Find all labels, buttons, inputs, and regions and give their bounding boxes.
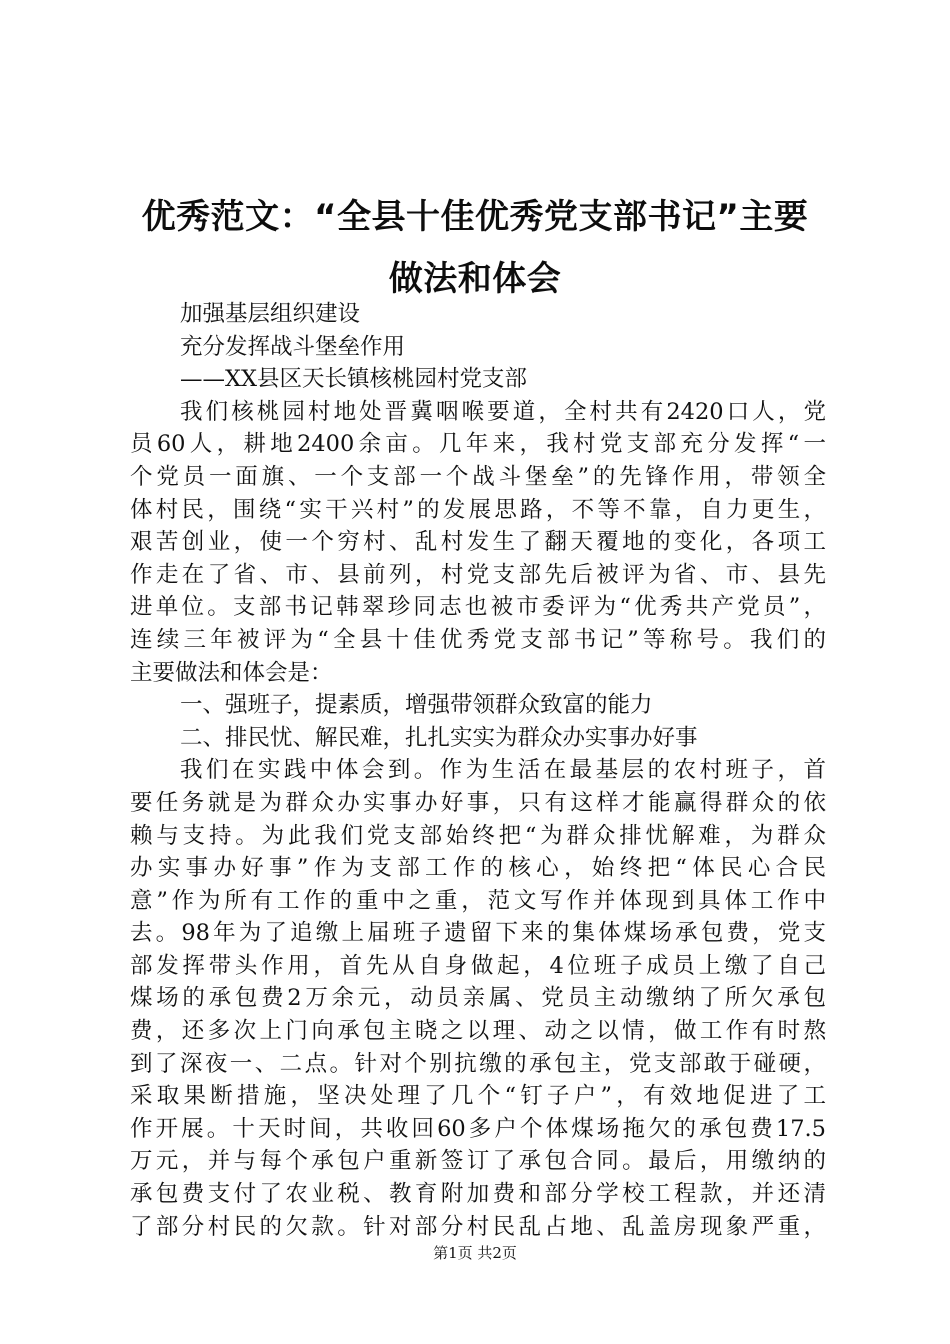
body-line: 主要做法和体会是： (130, 659, 333, 686)
body-line: 艰苦创业，使一个穷村、乱村发生了翻天覆地的变化，各项工 (130, 529, 826, 556)
body-line: 进单位。支部书记韩翠珍同志也被市委评为“优秀共产党员”， (130, 594, 826, 621)
body-line: 员60人，耕地2400余亩。几年来，我村党支部充分发挥“一 (130, 431, 826, 458)
body-line: 一、强班子，提素质，增强带领群众致富的能力 (180, 692, 653, 719)
title-line-2: 做法和体会 (388, 259, 562, 299)
body-line: 承包费支付了农业税、教育附加费和部分学校工程款，并还清 (130, 1181, 826, 1208)
body-line: 办实事办好事”作为支部工作的核心，始终把“体民心合民 (130, 855, 826, 882)
body-line: 作走在了省、市、县前列，村党支部先后被评为省、市、县先 (130, 561, 826, 588)
body-line: 体村民，围绕“实干兴村”的发展思路，不等不靠，自力更生， (130, 496, 826, 523)
body-line: 采取果断措施，坚决处理了几个“钉子户”，有效地促进了工 (130, 1083, 826, 1110)
body-line: 我们核桃园村地处晋冀咽喉要道，全村共有2420口人，党 (180, 398, 826, 425)
body-line: ——XX县区天长镇核桃园村党支部 (180, 366, 528, 393)
document-title (110, 186, 840, 310)
body-line: 个党员一面旗、一个支部一个战斗堡垒”的先锋作用，带领全 (130, 463, 826, 490)
body-line: 我们在实践中体会到。作为生活在最基层的农村班子，首 (180, 757, 826, 784)
body-line: 部发挥带头作用，首先从自身做起，4位班子成员上缴了自己 (130, 952, 826, 979)
body-line: 二、排民忧、解民难，扎扎实实为群众办实事办好事 (180, 724, 698, 751)
body-line: 加强基层组织建设 (180, 301, 361, 327)
body-line: 要任务就是为群众办实事办好事，只有这样才能赢得群众的依 (130, 789, 826, 816)
body-line: 煤场的承包费2万余元，动员亲属、党员主动缴纳了所欠承包 (130, 985, 826, 1012)
body-line: 连续三年被评为“全县十佳优秀党支部书记”等称号。我们的 (130, 626, 826, 653)
body-line: 充分发挥战斗堡垒作用 (180, 333, 406, 360)
body-line: 赖与支持。为此我们党支部始终把“为群众排忧解难，为群众 (130, 822, 826, 849)
body-line: 费，还多次上门向承包主晓之以理、动之以情，做工作有时熬 (130, 1018, 826, 1045)
body-line: 万元，并与每个承包户重新签订了承包合同。最后，用缴纳的 (130, 1148, 826, 1175)
body-line: 去。98年为了追缴上届班子遗留下来的集体煤场承包费，党支 (130, 920, 826, 947)
document-body (130, 298, 826, 1243)
body-line: 到了深夜一、二点。针对个别抗缴的承包主，党支部敢于碰硬， (130, 1050, 826, 1077)
body-line: 意”作为所有工作的重中之重，范文写作并体现到具体工作中 (130, 887, 826, 914)
body-line: 了部分村民的欠款。针对部分村民乱占地、乱盖房现象严重， (130, 1213, 826, 1240)
page-footer: 第1页 共2页 (433, 1244, 517, 1262)
title-line-1: 优秀范文：“全县十佳优秀党支部书记”主要 (141, 197, 809, 237)
body-line: 作开展。十天时间，共收回60多户个体煤场拖欠的承包费17.5 (130, 1115, 826, 1142)
